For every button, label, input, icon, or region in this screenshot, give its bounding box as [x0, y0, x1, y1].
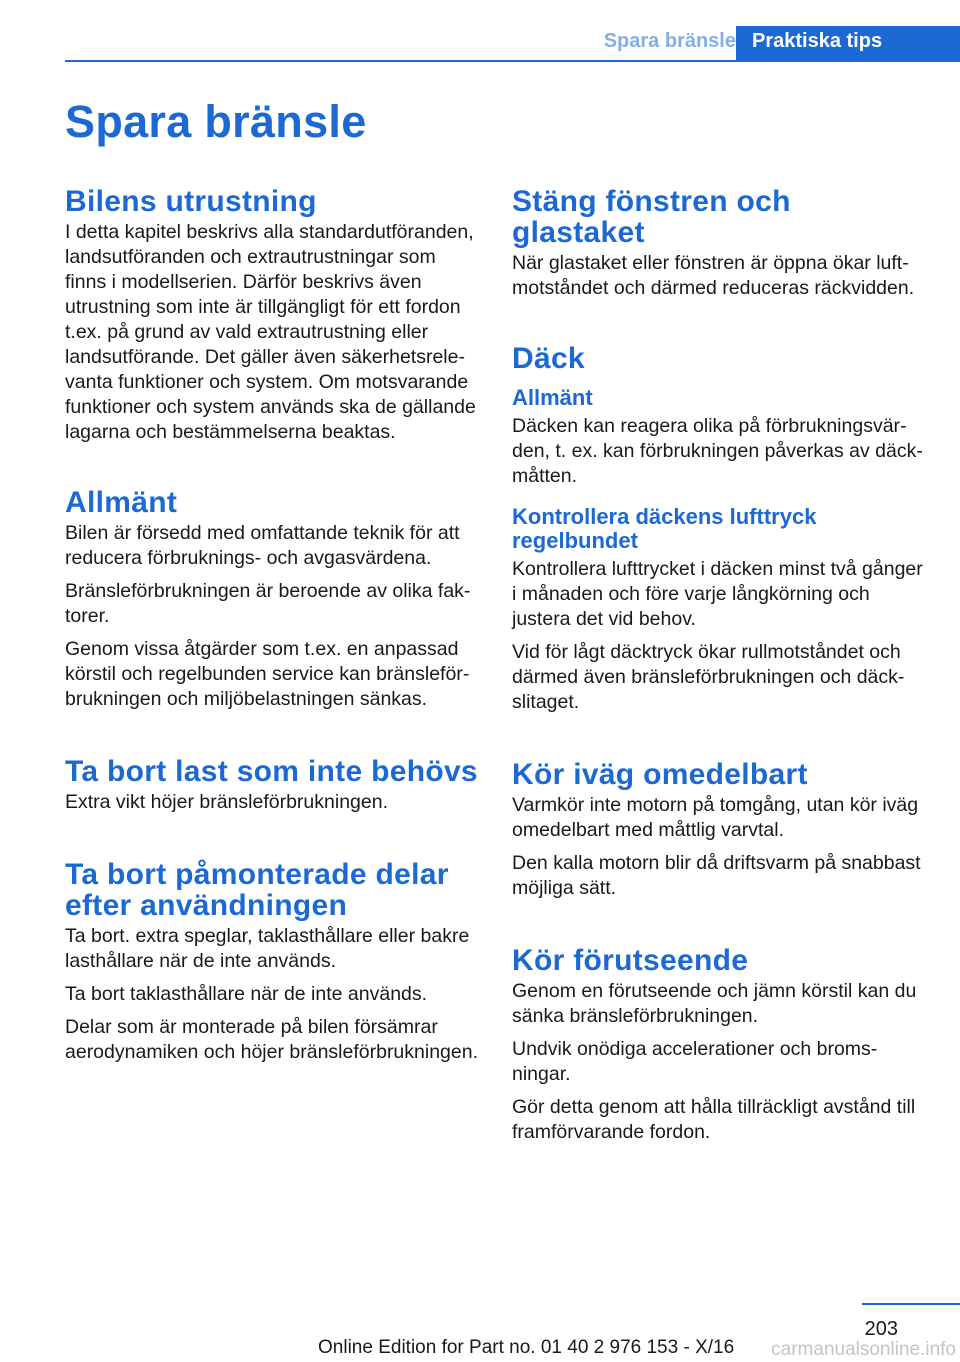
- section-tires: [512, 343, 927, 715]
- header-chapter-tab: Praktiska tips: [736, 26, 960, 62]
- right-column: [512, 186, 927, 1145]
- remove-parts-paragraph-3: Delar som är monterade på bilen försämrar aerodynamiken och höjer bränsleförbrukningen.: [65, 1016, 479, 1063]
- general-paragraph-3: Genom vissa åtgärder som t.ex. en anpassad körstil och regelbunden service kan bränsleförbrukningen och miljöbelastningen sänkas.: [65, 638, 470, 710]
- section-windows: [512, 186, 927, 301]
- remove-parts-paragraph-1: Ta bort. extra speglar, taklasthållare eller bakre lasthållare när de inte används.: [65, 925, 470, 972]
- footer-rule: [862, 1303, 960, 1305]
- general-paragraph-2: Bränsleförbrukningen är beroende av olika faktorer.: [65, 580, 471, 627]
- section-drive-off: [512, 759, 927, 901]
- heading-general: Allmänt: [65, 486, 178, 519]
- header-rule: [65, 60, 960, 62]
- general-paragraph-1: Bilen är försedd med omfattande teknik för att reducera förbruknings- och avgasvärdena.: [65, 522, 460, 569]
- section-anticipate: [512, 945, 927, 1145]
- page-number: 203: [864, 1318, 898, 1340]
- tires-general-paragraph: Däcken kan reagera olika på förbrukningsvärden, t. ex. kan förbrukningen påverkas av däckmåtten.: [512, 415, 923, 487]
- heading-drive-off: Kör iväg omedelbart: [512, 758, 808, 791]
- tire-pressure-paragraph-1: Kontrollera lufttrycket i däcken minst två gånger i månaden och före varje långkörning och justera det vid behov.: [512, 558, 923, 630]
- anticipate-paragraph-3: Gör detta genom att hålla tillräckligt avstånd till framförvarande fordon.: [512, 1096, 916, 1143]
- equipment-text: I detta kapitel beskrivs alla standardutföranden, landsutföranden och extrautrustningar som finns i modellserien. Därför beskrivs även utrustning som inte är tillgängligt för ett fordon t.ex. på grund av vald extrautrustning eller landsutförande. Det gäller även säkerhetsrelevanta funktioner och system. Om motsvarande funktioner och system används ska de gällande lagarna och bestämmelserna beaktas.: [65, 221, 476, 443]
- heading-remove-parts: Ta bort påmonterade delar efter användningen: [65, 858, 449, 922]
- heading-anticipate: Kör förutseende: [512, 944, 749, 977]
- page-title: Spara bränsle: [65, 96, 367, 147]
- heading-windows: Stäng fönstren och glastaket: [512, 185, 791, 249]
- remove-parts-paragraph-2: Ta bort taklasthållare när de inte används.: [65, 983, 428, 1005]
- section-general: [65, 487, 480, 712]
- drive-off-paragraph-1: Varmkör inte motorn på tomgång, utan kör iväg omedelbart med måttlig varvtal.: [512, 794, 919, 841]
- windows-paragraph: När glastaket eller fönstren är öppna ökar luftmotståndet och därmed reduceras räckvidden.: [512, 252, 915, 299]
- heading-tires-general: Allmänt: [512, 385, 593, 410]
- tire-pressure-paragraph-2: Vid för lågt däcktryck ökar rullmotståndet och därmed även bränsleförbrukningen och däckslitaget.: [512, 641, 905, 713]
- drive-off-paragraph-2: Den kalla motorn blir då driftsvarm på snabbast möjliga sätt.: [512, 852, 921, 899]
- left-column: [65, 186, 480, 1065]
- heading-tires: Däck: [512, 342, 585, 375]
- anticipate-paragraph-1: Genom en förutseende och jämn körstil kan du sänka bränsleförbrukningen.: [512, 980, 917, 1027]
- remove-load-paragraph: Extra vikt höjer bränsleförbrukningen.: [65, 791, 388, 813]
- watermark: carmanualsonline.info: [771, 1339, 956, 1360]
- heading-tire-pressure: Kontrollera däckens lufttryck regelbundet: [512, 504, 817, 553]
- section-equipment: [65, 186, 480, 445]
- header-section-label: Spara bränsle: [603, 30, 736, 52]
- anticipate-paragraph-2: Undvik onödiga accelerationer och bromsningar.: [512, 1038, 878, 1085]
- section-remove-load: [65, 756, 480, 815]
- page-header: [65, 26, 960, 62]
- edition-note: Online Edition for Part no. 01 40 2 976 153 - X/16: [318, 1337, 735, 1358]
- heading-remove-load: Ta bort last som inte behövs: [65, 755, 478, 788]
- section-remove-parts: [65, 859, 480, 1065]
- heading-equipment: Bilens utrustning: [65, 185, 317, 218]
